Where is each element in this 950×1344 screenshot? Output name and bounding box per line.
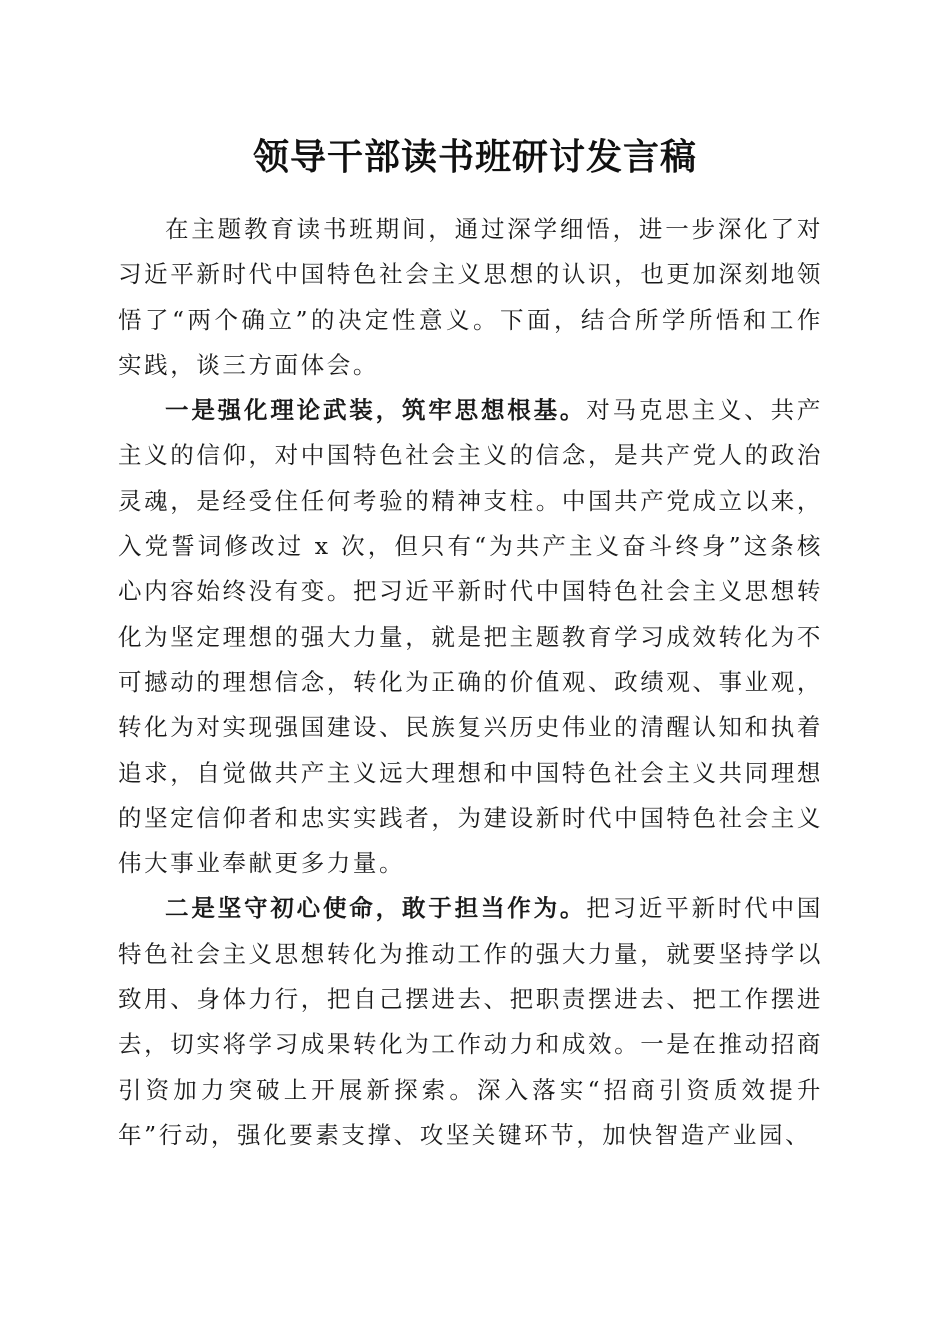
paragraph-point-one — [118, 388, 823, 886]
document-title: 领导干部读书班研讨发言稿 — [252, 136, 697, 178]
paragraph-intro-text: 在主题教育读书班期间，通过深学细悟，进一步深化了对习近平新时代中国特色社会主义思想的认识，也更加深刻地领悟了“两个确立”的决定性意义。下面，结合所学所悟和工作实践，谈三方面体会。 — [118, 215, 823, 379]
document-body — [118, 207, 823, 1158]
paragraph-point-two — [118, 886, 823, 1158]
paragraph-intro — [118, 207, 823, 388]
paragraph-point-two-heading: 二是坚守初心使命，敢于担当作为。 — [165, 894, 587, 923]
paragraph-point-two-text: 把习近平新时代中国特色社会主义思想转化为推动工作的强大力量，就要坚持学以致用、身体力行，把自己摆进去、把职责摆进去、把工作摆进去，切实将学习成果转化为工作动力和成效。一是在推动招商引资加力突破上开展新探索。深入落实“招商引资质效提升年”行动，强化要素支撑、攻坚关键环节，加快智造产业园、 — [118, 894, 823, 1149]
paragraph-point-one-text: 对马克思主义、共产主义的信仰，对中国特色社会主义的信念，是共产党人的政治灵魂，是经受住任何考验的精神支柱。中国共产党成立以来，入党誓词修改过 x 次，但只有“为共产主义奋斗终身”这条核心内容始终没有变。把习近平新时代中国特色社会主义思想转化为坚定理想的强大力量，就是把主题教育学习成效转化为不可撼动的理想信念，转化为正确的价值观、政绩观、事业观，转化为对实现强国建设、民族复兴历史伟业的清醒认知和执着追求，自觉做共产主义远大理想和中国特色社会主义共同理想的坚定信仰者和忠实实践者，为建设新时代中国特色社会主义伟大事业奉献更多力量。 — [118, 396, 823, 878]
paragraph-point-one-heading: 一是强化理论武装，筑牢思想根基。 — [165, 396, 587, 425]
